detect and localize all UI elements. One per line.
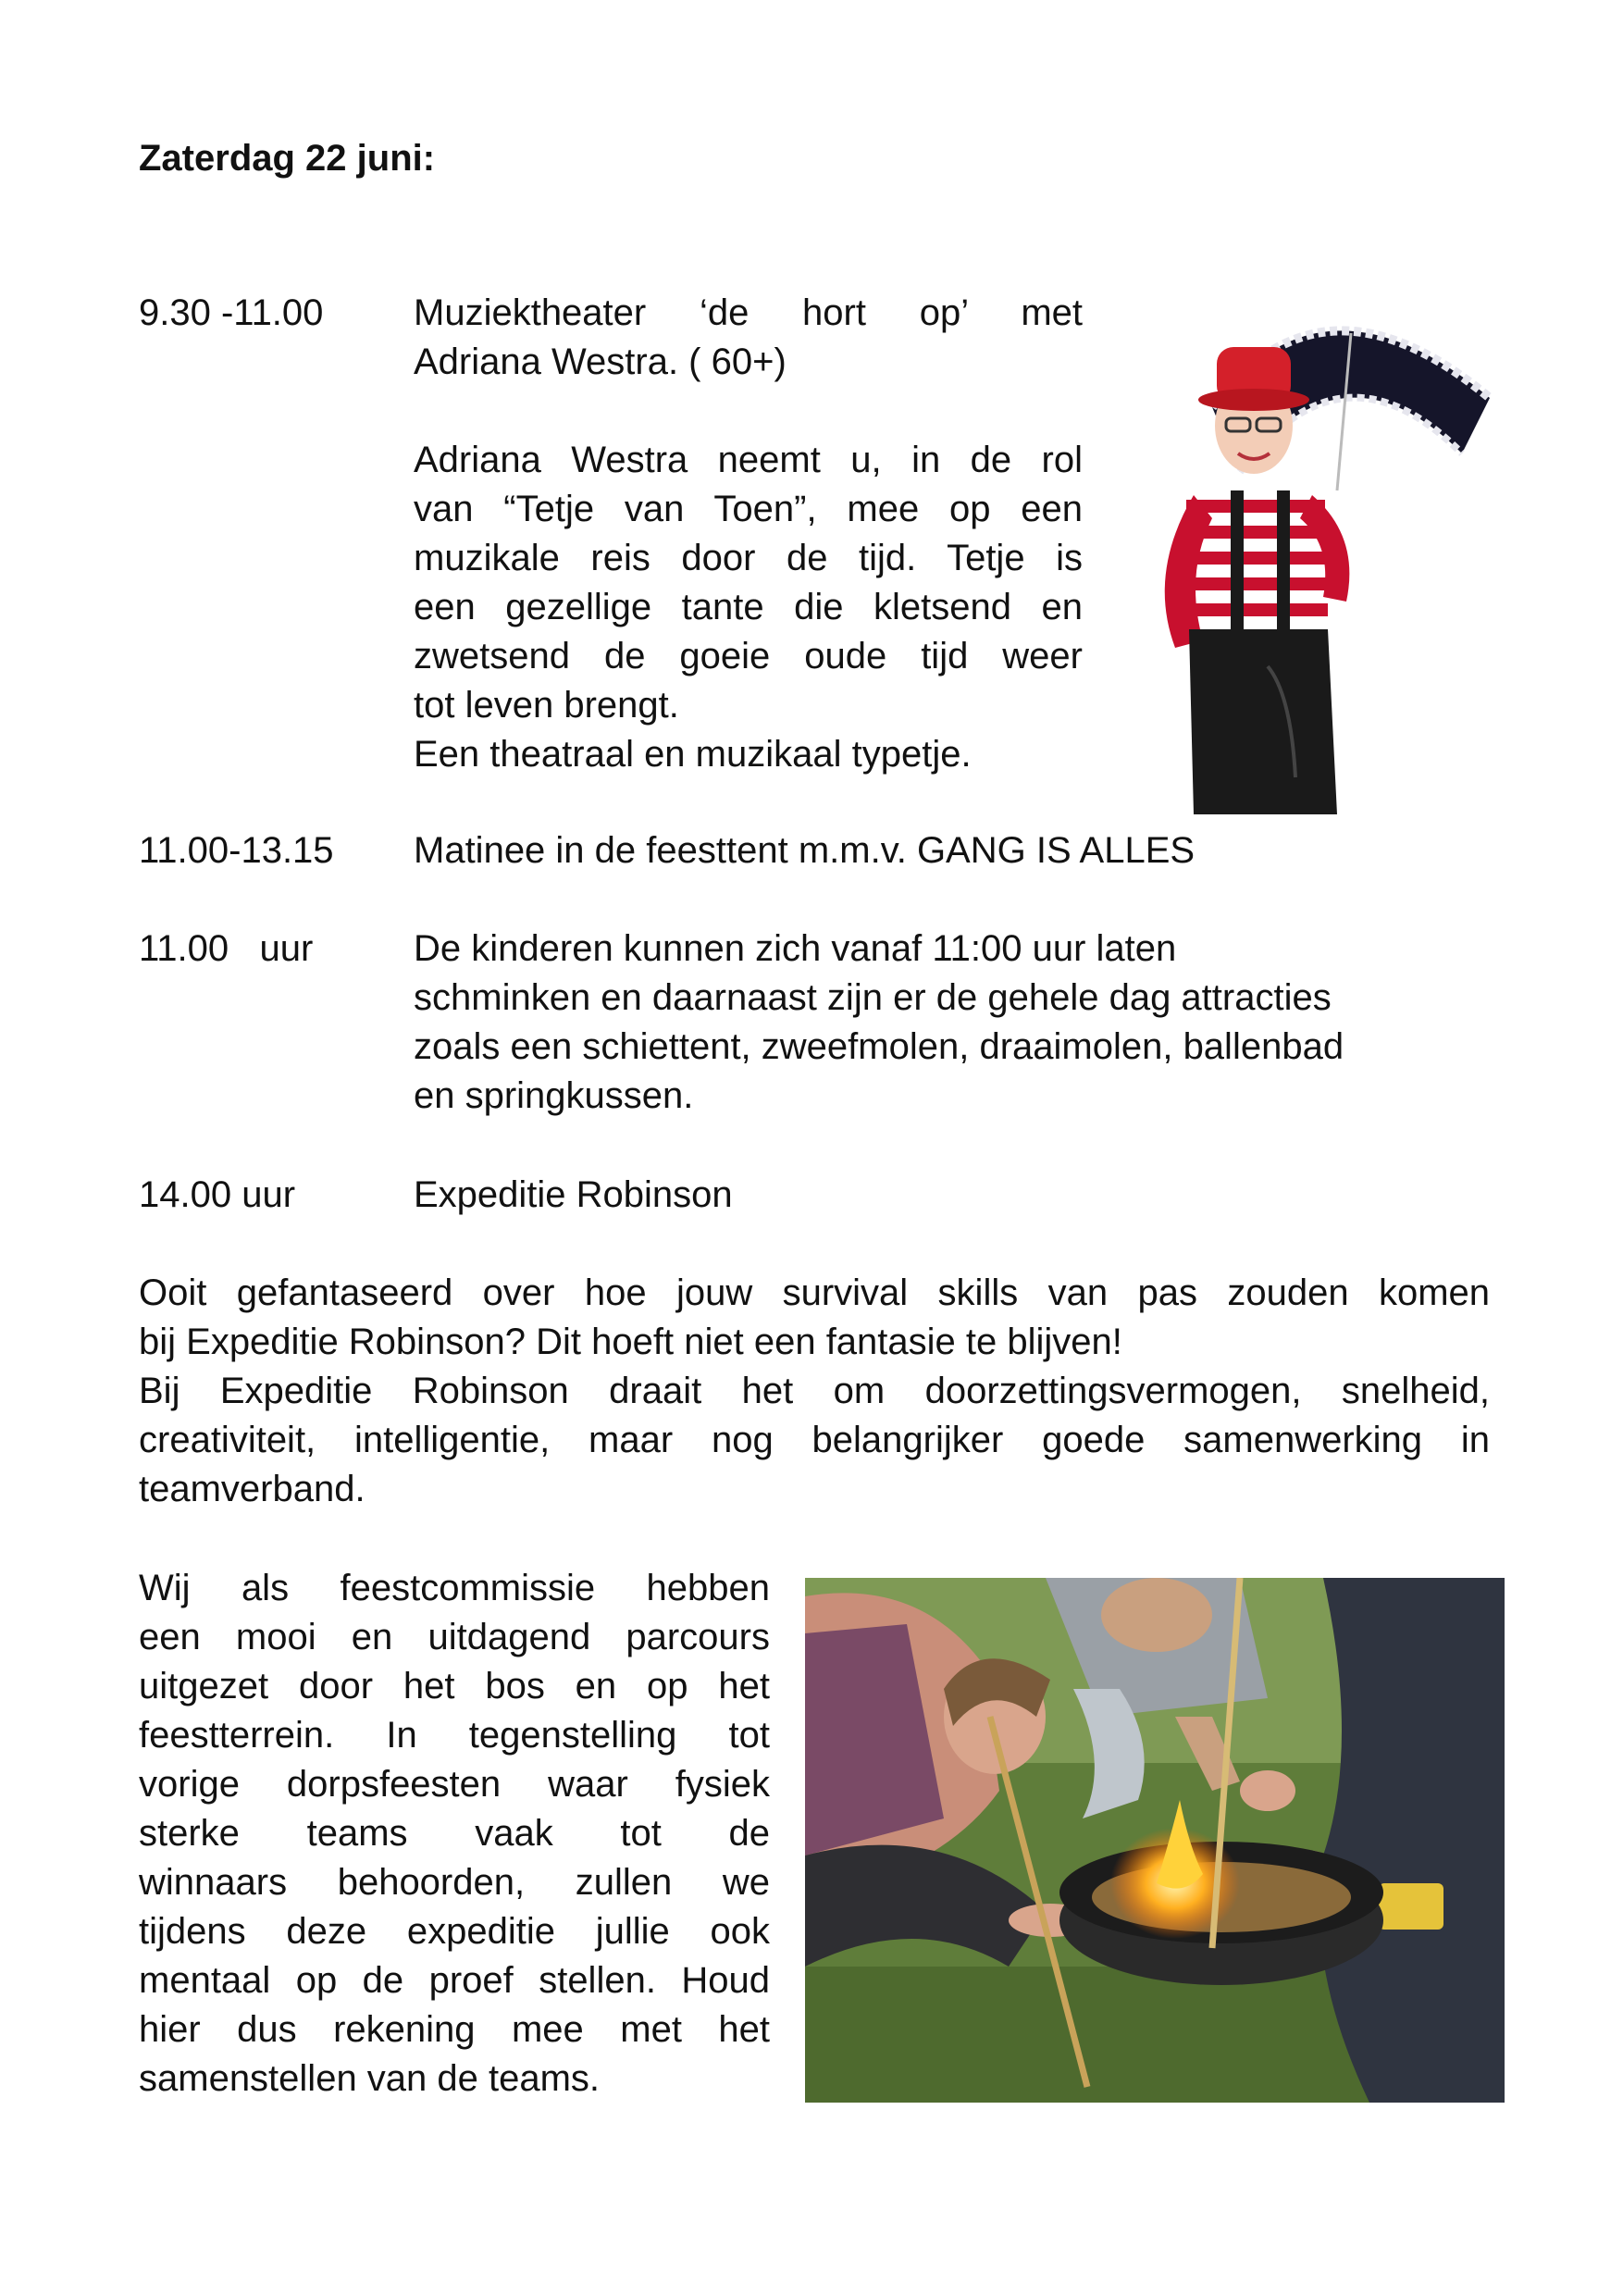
closing-line: feestterrein. In tegenstelling tot — [139, 1715, 770, 1756]
campfire-photo-illustration — [805, 1578, 1505, 2103]
closing-line: tijdens deze expeditie jullie ook — [139, 1911, 770, 1952]
program-title-2-line: Matinee in de feesttent m.m.v. GANG IS ALLES — [414, 830, 1196, 871]
intro-line: bij Expeditie Robinson? Dit hoeft niet een fantasie te blijven! — [139, 1322, 1122, 1362]
campfire-photo-image — [805, 1578, 1505, 2103]
program-title-1-line: Muziektheater ‘de hort op’ met — [414, 292, 1083, 333]
closing-line: Wij als feestcommissie hebben — [139, 1568, 770, 1608]
page-heading: Zaterdag 22 juni: — [139, 138, 436, 179]
intro-line: creativiteit, intelligentie, maar nog belangrijker goede samenwerking in — [139, 1420, 1490, 1460]
program-body-line: muzikale reis door de tijd. Tetje is — [414, 538, 1083, 578]
program-body-line: zwetsend de goeie oude tijd weer — [414, 636, 1083, 676]
closing-line: winnaars behoorden, zullen we — [139, 1862, 770, 1903]
program-time-3: 11.00 uur — [139, 928, 314, 969]
program-time-2: 11.00-13.15 — [139, 830, 334, 871]
program-body-line: van “Tetje van Toen”, mee op een — [414, 489, 1083, 529]
intro-line: Ooit gefantaseerd over hoe jouw survival skills van pas zouden komen — [139, 1272, 1490, 1313]
closing-line: samenstellen van de teams. — [139, 2058, 601, 2099]
closing-paragraph — [139, 1564, 770, 2104]
closing-line: vorige dorpsfeesten waar fysiek — [139, 1764, 770, 1805]
closing-line: sterke teams vaak tot de — [139, 1813, 770, 1854]
program-title-1 — [414, 289, 1083, 387]
program-time-4: 14.00 uur — [139, 1174, 296, 1215]
program-title-3-line: De kinderen kunnen zich vanaf 11:00 uur laten — [414, 928, 1177, 969]
closing-line: mentaal op de proef stellen. Houd — [139, 1960, 770, 2001]
intro-line: Bij Expeditie Robinson draait het om doorzettingsvermogen, snelheid, — [139, 1371, 1490, 1411]
closing-line: uitgezet door het bos en op het — [139, 1666, 770, 1706]
program-body-line: Een theatraal en muzikaal typetje. — [414, 734, 972, 775]
program-title-2 — [414, 826, 1195, 875]
program-title-1-line: Adriana Westra. ( 60+) — [414, 341, 787, 382]
program-body-line: een gezellige tante die kletsend en — [414, 587, 1083, 627]
closing-line: een mooi en uitdagend parcours — [139, 1617, 770, 1657]
program-body-1 — [414, 436, 1083, 779]
performer-with-umbrella-image — [1138, 296, 1508, 814]
program-title-3-line: schminken en daarnaast zijn er de gehele dag attracties — [414, 977, 1332, 1018]
intro-line: teamverband. — [139, 1469, 365, 1509]
program-title-3 — [414, 925, 1344, 1121]
program-title-4-line: Expeditie Robinson — [414, 1174, 733, 1215]
program-title-4 — [414, 1171, 733, 1220]
program-time-1: 9.30 -11.00 — [139, 292, 324, 333]
program-title-3-line: zoals een schiettent, zweefmolen, draaimolen, ballenbad — [414, 1026, 1344, 1067]
closing-line: hier dus rekening mee met het — [139, 2009, 770, 2050]
program-body-line: Adriana Westra neemt u, in de rol — [414, 440, 1083, 480]
performer-illustration — [1138, 296, 1508, 814]
program-title-3-line: en springkussen. — [414, 1075, 694, 1116]
intro-paragraph — [139, 1269, 1490, 1514]
program-body-line: tot leven brengt. — [414, 685, 679, 726]
